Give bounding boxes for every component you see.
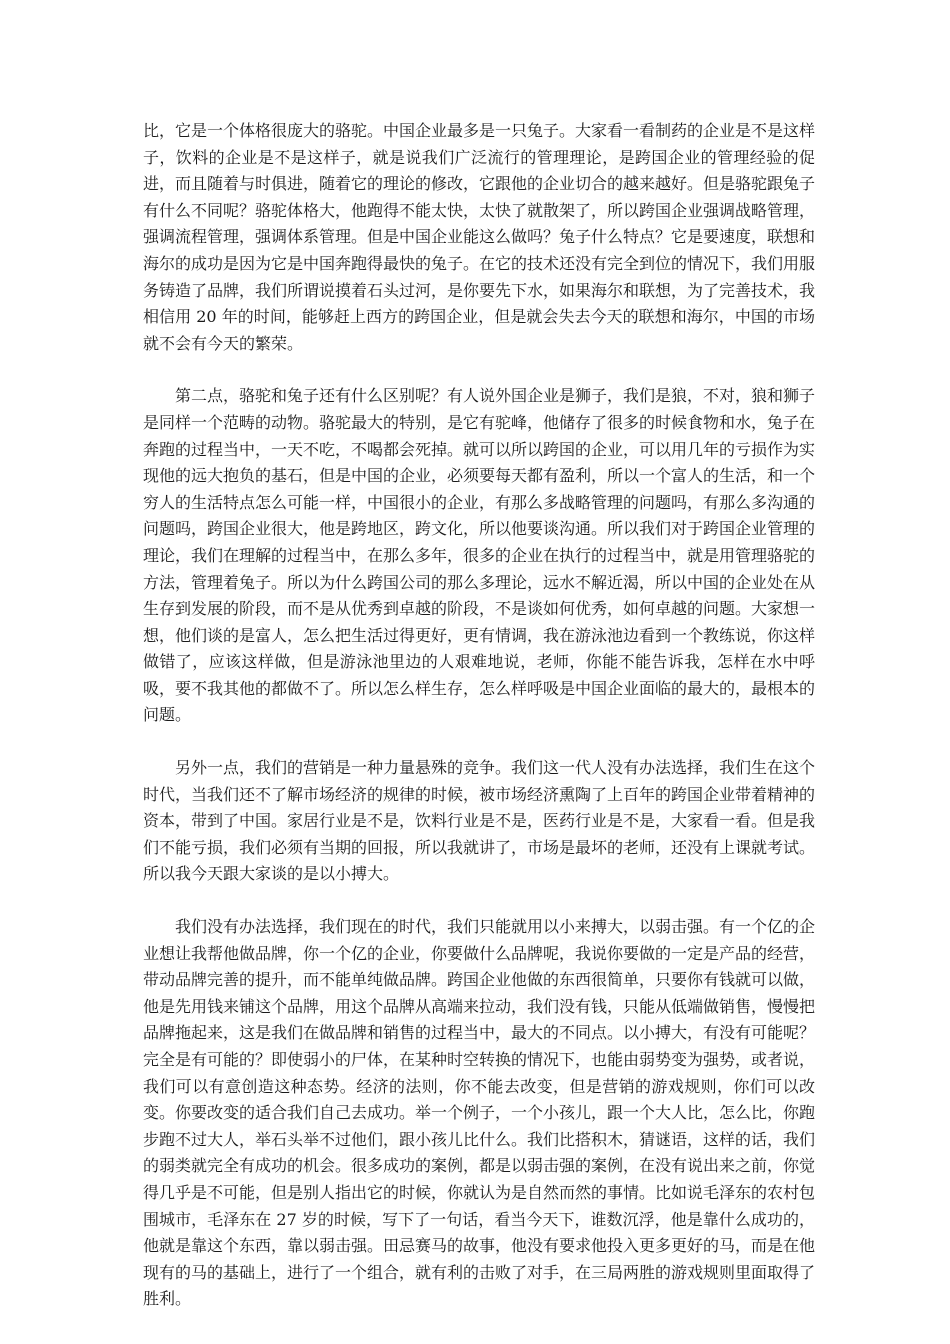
document-page	[143, 118, 815, 1313]
paragraph-camel-rabbit: 比，它是一个体格很庞大的骆驼。中国企业最多是一只兔子。大家看一看制药的企业是不是这样子，饮料的企业是不是这样子，就是说我们广泛流行的管理理论，是跨国企业的管理经验的促进，而且随着与时俱进，随着它的理论的修改，它跟他的企业切合的越来越好。但是骆驼跟兔子有什么不同呢？骆驼体格大，他跑得不能太快，太快了就散架了，所以跨国企业强调战略管理，强调流程管理，强调体系管理。但是中国企业能这么做吗？兔子什么特点？它是要速度，联想和海尔的成功是因为它是中国奔跑得最快的兔子。在它的技术还没有完全到位的情况下，我们用服务铸造了品牌，我们所谓说摸着石头过河，是你要先下水，如果海尔和联想，为了完善技术，我相信用 20 年的时间，能够赶上西方的跨国企业，但是就会失去今天的联想和海尔，中国的市场就不会有今天的繁荣。	[143, 121, 816, 353]
paragraph-marketing-competition: 另外一点，我们的营销是一种力量悬殊的竞争。我们这一代人没有办法选择，我们生在这个时代，当我们还不了解市场经济的规律的时候，被市场经济熏陶了上百年的跨国企业带着精神的资本，带到了中国。家居行业是不是，饮料行业是不是，医药行业是不是，大家看一看。但是我们不能亏损，我们必须有当期的回报，所以我就讲了，市场是最坏的老师，还没有上课就考试。所以我今天跟大家谈的是以小搏大。	[143, 758, 816, 884]
paragraph-second-point: 第二点，骆驼和兔子还有什么区别呢？有人说外国企业是狮子，我们是狼，不对，狼和狮子是同样一个范畴的动物。骆驼最大的特别，是它有驼峰，他储存了很多的时候食物和水，兔子在奔跑的过程当中，一天不吃，不喝都会死掉。就可以所以跨国的企业，可以用几年的亏损作为实现他的远大抱负的基石，但是中国的企业，必须要每天都有盈利，所以一个富人的生活，和一个穷人的生活特点怎么可能一样，中国很小的企业，有那么多战略管理的问题吗，有那么多沟通的问题吗，跨国企业很大，他是跨地区，跨文化，所以他要谈沟通。所以我们对于跨国企业管理的理论，我们在理解的过程当中，在那么多年，很多的企业在执行的过程当中，就是用管理骆驼的方法，管理着兔子。所以为什么跨国公司的那么多理论，远水不解近渴，所以中国的企业处在从生存到发展的阶段，而不是从优秀到卓越的阶段，不是谈如何优秀，如何卓越的问题。大家想一想，他们谈的是富人，怎么把生活过得更好，更有情调，我在游泳池边看到一个教练说，你这样做错了，应该这样做，但是游泳池里边的人艰难地说，老师，你能不能告诉我，怎样在水中呼吸，要不我其他的都做不了。所以怎么样生存，怎么样呼吸是中国企业面临的最大的，最根本的问题。	[143, 386, 816, 725]
paragraph-small-beats-big: 我们没有办法选择，我们现在的时代，我们只能就用以小来搏大，以弱击强。有一个亿的企业想让我帮他做品牌，你一个亿的企业，你要做什么品牌呢，我说你要做的一定是产品的经营，带动品牌完善的提升，而不能单纯做品牌。跨国企业他做的东西很简单，只要你有钱就可以做，他是先用钱来铺这个品牌，用这个品牌从高端来拉动，我们没有钱，只能从低端做销售，慢慢把品牌拖起来，这是我们在做品牌和销售的过程当中，最大的不同点。以小搏大，有没有可能呢？完全是有可能的？即使弱小的尸体，在某种时空转换的情况下，也能由弱势变为强势，或者说，我们可以有意创造这种态势。经济的法则，你不能去改变，但是营销的游戏规则，你们可以改变。你要改变的适合我们自己去成功。举一个例子，一个小孩儿，跟一个大人比，怎么比，你跑步跑不过大人，举石头举不过他们，跟小孩儿比什么。我们比搭积木，猜谜语，这样的话，我们的弱类就完全有成功的机会。很多成功的案例，都是以弱击强的案例，在没有说出来之前，你觉得几乎是不可能，但是别人指出它的时候，你就认为是自然而然的事情。比如说毛泽东的农村包围城市，毛泽东在 27 岁的时候，写下了一句话，看当今天下，谁数沉浮，他是靠什么成功的，他就是靠这个东西，靠以弱击强。田忌赛马的故事，他没有要求他投入更多更好的马，而是在他现有的马的基础上，进行了一个组合，就有利的击败了对手，在三局两胜的游戏规则里面取得了胜利。	[143, 917, 816, 1309]
